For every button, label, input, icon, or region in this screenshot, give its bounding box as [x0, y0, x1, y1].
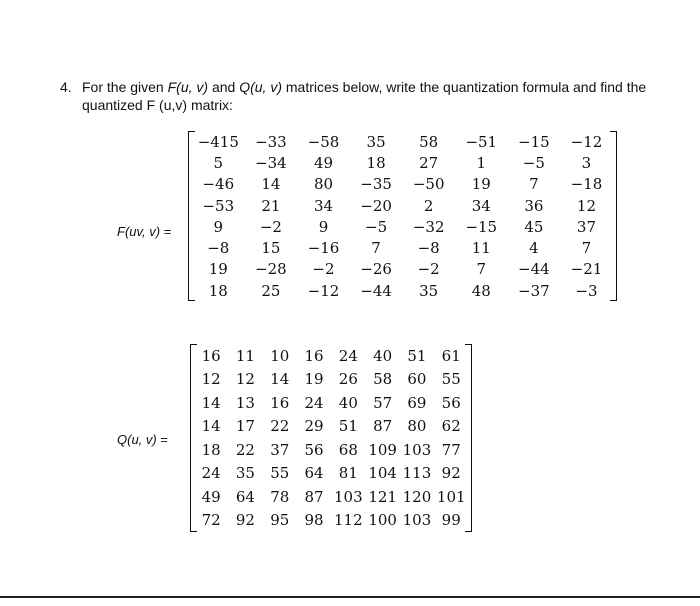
- q-matrix-cell: 29: [304, 417, 324, 436]
- f-matrix-cell: −51: [465, 132, 498, 151]
- q-matrix-row: [194, 391, 468, 415]
- f-matrix-cell: −33: [255, 132, 287, 151]
- q-matrix-cell: 103: [402, 511, 432, 530]
- f-matrix-cell: −8: [417, 239, 440, 258]
- q-matrix-cell: 24: [338, 346, 358, 365]
- q-matrix-cell: 87: [304, 487, 324, 506]
- q-matrix-cell: 55: [441, 370, 461, 389]
- f-matrix-cell: −415: [197, 132, 239, 151]
- f-matrix-cell: −12: [307, 281, 340, 300]
- f-matrix-cell: 2: [423, 196, 434, 215]
- f-matrix-cell: 15: [261, 239, 281, 258]
- q-matrix-cell: 109: [368, 440, 397, 459]
- q-matrix-row: [194, 438, 468, 462]
- f-matrix-cell: 12: [576, 196, 596, 215]
- q-matrix-cell: 98: [304, 511, 324, 530]
- q-matrix-cell: 113: [402, 464, 432, 483]
- f-matrix-cell: −34: [255, 153, 287, 172]
- question-text: For the given F(u, v) and Q(u, v) matrices below, write the quantization formula and find the quantized F (u,v) matrix:: [82, 79, 647, 113]
- q-matrix-cell: 120: [402, 487, 432, 506]
- q-matrix-cell: 103: [334, 487, 363, 506]
- f-matrix-cell: 58: [419, 132, 439, 151]
- q-matrix-cell: 19: [304, 370, 324, 389]
- q-matrix-cell: 13: [235, 393, 255, 412]
- q-matrix-row: [194, 509, 468, 533]
- f-matrix-row: [192, 259, 613, 280]
- q-matrix-cell: 72: [201, 511, 221, 530]
- q-matrix-cell: 35: [235, 464, 255, 483]
- q-matrix-cell: 104: [368, 464, 397, 483]
- q-matrix-cell: 14: [201, 393, 221, 412]
- f-matrix-cell: −53: [202, 196, 235, 215]
- f-matrix-cell: 9: [213, 217, 224, 236]
- q-matrix-cell: 61: [441, 346, 461, 365]
- f-matrix-cell: −50: [412, 175, 445, 194]
- q-matrix-cell: 80: [407, 417, 427, 436]
- q-matrix-cell: 24: [304, 393, 324, 412]
- q-matrix-cell: 121: [368, 487, 397, 506]
- question: [60, 78, 680, 114]
- f-matrix-cell: 19: [208, 260, 228, 279]
- f-matrix-cell: −5: [522, 153, 545, 172]
- f-matrix-cell: −3: [575, 281, 598, 300]
- q-matrix-cell: 22: [270, 417, 290, 436]
- q-matrix-cell: 64: [235, 487, 255, 506]
- q-matrix-cell: 57: [373, 393, 393, 412]
- q-matrix-cell: 16: [201, 346, 221, 365]
- q-matrix-cell: 12: [235, 370, 255, 389]
- q-matrix-cell: 26: [338, 370, 358, 389]
- f-matrix-row: [192, 152, 613, 173]
- f-matrix-cell: 7: [371, 239, 381, 258]
- q-matrix-cell: 99: [441, 511, 461, 530]
- f-matrix-cell: −2: [417, 260, 440, 279]
- f-matrix-cell: 25: [261, 281, 281, 300]
- f-matrix-cell: −18: [570, 175, 603, 194]
- q-matrix-cell: 58: [373, 370, 393, 389]
- f-matrix-cell: −12: [570, 132, 603, 151]
- f-matrix-cell: −20: [360, 196, 392, 215]
- q-matrix-cell: 78: [270, 487, 290, 506]
- q-matrix-cell: 40: [373, 346, 393, 365]
- f-matrix-row: [192, 280, 613, 301]
- q-matrix-cell: 40: [338, 393, 358, 412]
- f-matrix-row: [192, 216, 613, 237]
- q-matrix-cell: 101: [436, 487, 466, 506]
- q-matrix-cell: 87: [373, 417, 393, 436]
- q-matrix-cell: 56: [441, 393, 461, 412]
- f-matrix-cell: 19: [471, 175, 491, 194]
- q-matrix-cell: 62: [441, 417, 461, 436]
- q-matrix-cell: 17: [235, 417, 255, 436]
- q-matrix-row: [194, 368, 468, 392]
- q-matrix-cell: 18: [201, 440, 221, 459]
- f-matrix-cell: 18: [208, 281, 228, 300]
- f-matrix-cell: 34: [313, 196, 334, 215]
- f-matrix-row: [192, 237, 613, 258]
- f-matrix-cell: −2: [312, 260, 335, 279]
- q-matrix-left-bracket: [190, 344, 197, 532]
- f-matrix-cell: −28: [255, 260, 287, 279]
- q-matrix-cell: 60: [407, 370, 427, 389]
- f-matrix-cell: 49: [313, 153, 334, 172]
- f-matrix-cell: −37: [518, 281, 550, 300]
- f-matrix-cell: −5: [365, 217, 388, 236]
- f-matrix-cell: 36: [524, 196, 544, 215]
- q-matrix-cell: 12: [201, 370, 221, 389]
- f-matrix-cell: 3: [581, 153, 592, 172]
- f-matrix-cell: 9: [318, 217, 329, 236]
- q-matrix-cell: 103: [402, 440, 432, 459]
- f-matrix-cell: 11: [471, 239, 491, 258]
- q-matrix-right-bracket: [465, 344, 472, 532]
- f-matrix-cell: −44: [360, 281, 392, 300]
- q-matrix-row: [194, 462, 468, 486]
- q-matrix-cell: 24: [201, 464, 221, 483]
- q-matrix-cell: 37: [270, 440, 290, 459]
- f-matrix-cell: −26: [360, 260, 392, 279]
- f-matrix-cell: 35: [419, 281, 439, 300]
- q-matrix-cell: 22: [235, 440, 255, 459]
- q-matrix-table: [194, 344, 468, 532]
- q-matrix-cell: 92: [235, 511, 255, 530]
- q-matrix-cell: 81: [338, 464, 358, 483]
- q-matrix-cell: 112: [334, 511, 363, 530]
- f-matrix-cell: 7: [581, 239, 592, 258]
- f-matrix-cell: −2: [259, 217, 282, 236]
- f-matrix-label: F(uv, v) =: [117, 224, 172, 239]
- f-matrix-cell: −15: [518, 132, 550, 151]
- f-matrix-cell: −44: [518, 260, 550, 279]
- q-matrix-row: [194, 415, 468, 439]
- f-matrix-row: [192, 174, 613, 195]
- f-matrix-cell: 27: [419, 153, 439, 172]
- f-matrix-cell: 7: [529, 175, 539, 194]
- f-matrix-right-bracket: [610, 131, 617, 301]
- q-matrix-cell: 10: [270, 346, 290, 365]
- f-matrix-cell: −35: [360, 175, 392, 194]
- q-matrix-cell: 51: [338, 417, 358, 436]
- q-matrix: [190, 344, 472, 532]
- q-matrix-label: Q(u, v) =: [117, 432, 168, 447]
- f-matrix-left-bracket: [188, 131, 195, 301]
- f-matrix-cell: −15: [465, 217, 498, 236]
- f-matrix-cell: 7: [476, 260, 487, 279]
- q-matrix-cell: 51: [407, 346, 427, 365]
- bottom-divider: [0, 596, 700, 598]
- f-matrix-table: [192, 131, 613, 301]
- q-matrix-cell: 16: [270, 393, 290, 412]
- f-matrix-cell: 14: [261, 175, 281, 194]
- f-matrix-cell: 1: [476, 153, 487, 172]
- f-matrix-cell: 34: [471, 196, 491, 215]
- f-matrix-cell: 21: [261, 196, 281, 215]
- f-matrix-row: [192, 131, 613, 152]
- q-matrix-cell: 14: [201, 417, 221, 436]
- q-matrix-row: [194, 344, 468, 368]
- f-matrix-cell: −21: [570, 260, 603, 279]
- f-matrix-cell: 45: [524, 217, 544, 236]
- f-matrix-cell: −32: [412, 217, 445, 236]
- q-matrix-cell: 68: [338, 440, 358, 459]
- q-matrix-cell: 16: [304, 346, 324, 365]
- q-matrix-cell: 92: [441, 464, 461, 483]
- f-matrix-cell: 18: [366, 153, 386, 172]
- q-matrix-cell: 11: [235, 346, 255, 365]
- q-matrix-cell: 77: [441, 440, 461, 459]
- f-matrix-row: [192, 195, 613, 216]
- q-matrix-cell: 69: [407, 393, 427, 412]
- q-matrix-row: [194, 485, 468, 509]
- f-matrix-cell: 4: [529, 239, 539, 258]
- f-matrix-cell: −8: [207, 239, 230, 258]
- q-matrix-cell: 95: [270, 511, 290, 530]
- q-matrix-cell: 56: [304, 440, 324, 459]
- q-matrix-cell: 49: [201, 487, 221, 506]
- f-matrix-cell: 5: [213, 153, 224, 172]
- f-matrix-cell: −58: [307, 132, 340, 151]
- q-matrix-cell: 14: [270, 370, 290, 389]
- q-matrix-cell: 64: [304, 464, 324, 483]
- f-matrix-cell: 80: [313, 175, 334, 194]
- f-matrix-cell: 37: [576, 217, 596, 236]
- f-matrix: [188, 131, 617, 301]
- f-matrix-cell: 48: [471, 281, 491, 300]
- q-matrix-cell: 55: [270, 464, 290, 483]
- f-matrix-cell: −16: [307, 239, 340, 258]
- q-matrix-cell: 100: [368, 511, 397, 530]
- f-matrix-cell: 35: [366, 132, 386, 151]
- f-matrix-cell: −46: [202, 175, 235, 194]
- question-number: 4.: [60, 79, 72, 95]
